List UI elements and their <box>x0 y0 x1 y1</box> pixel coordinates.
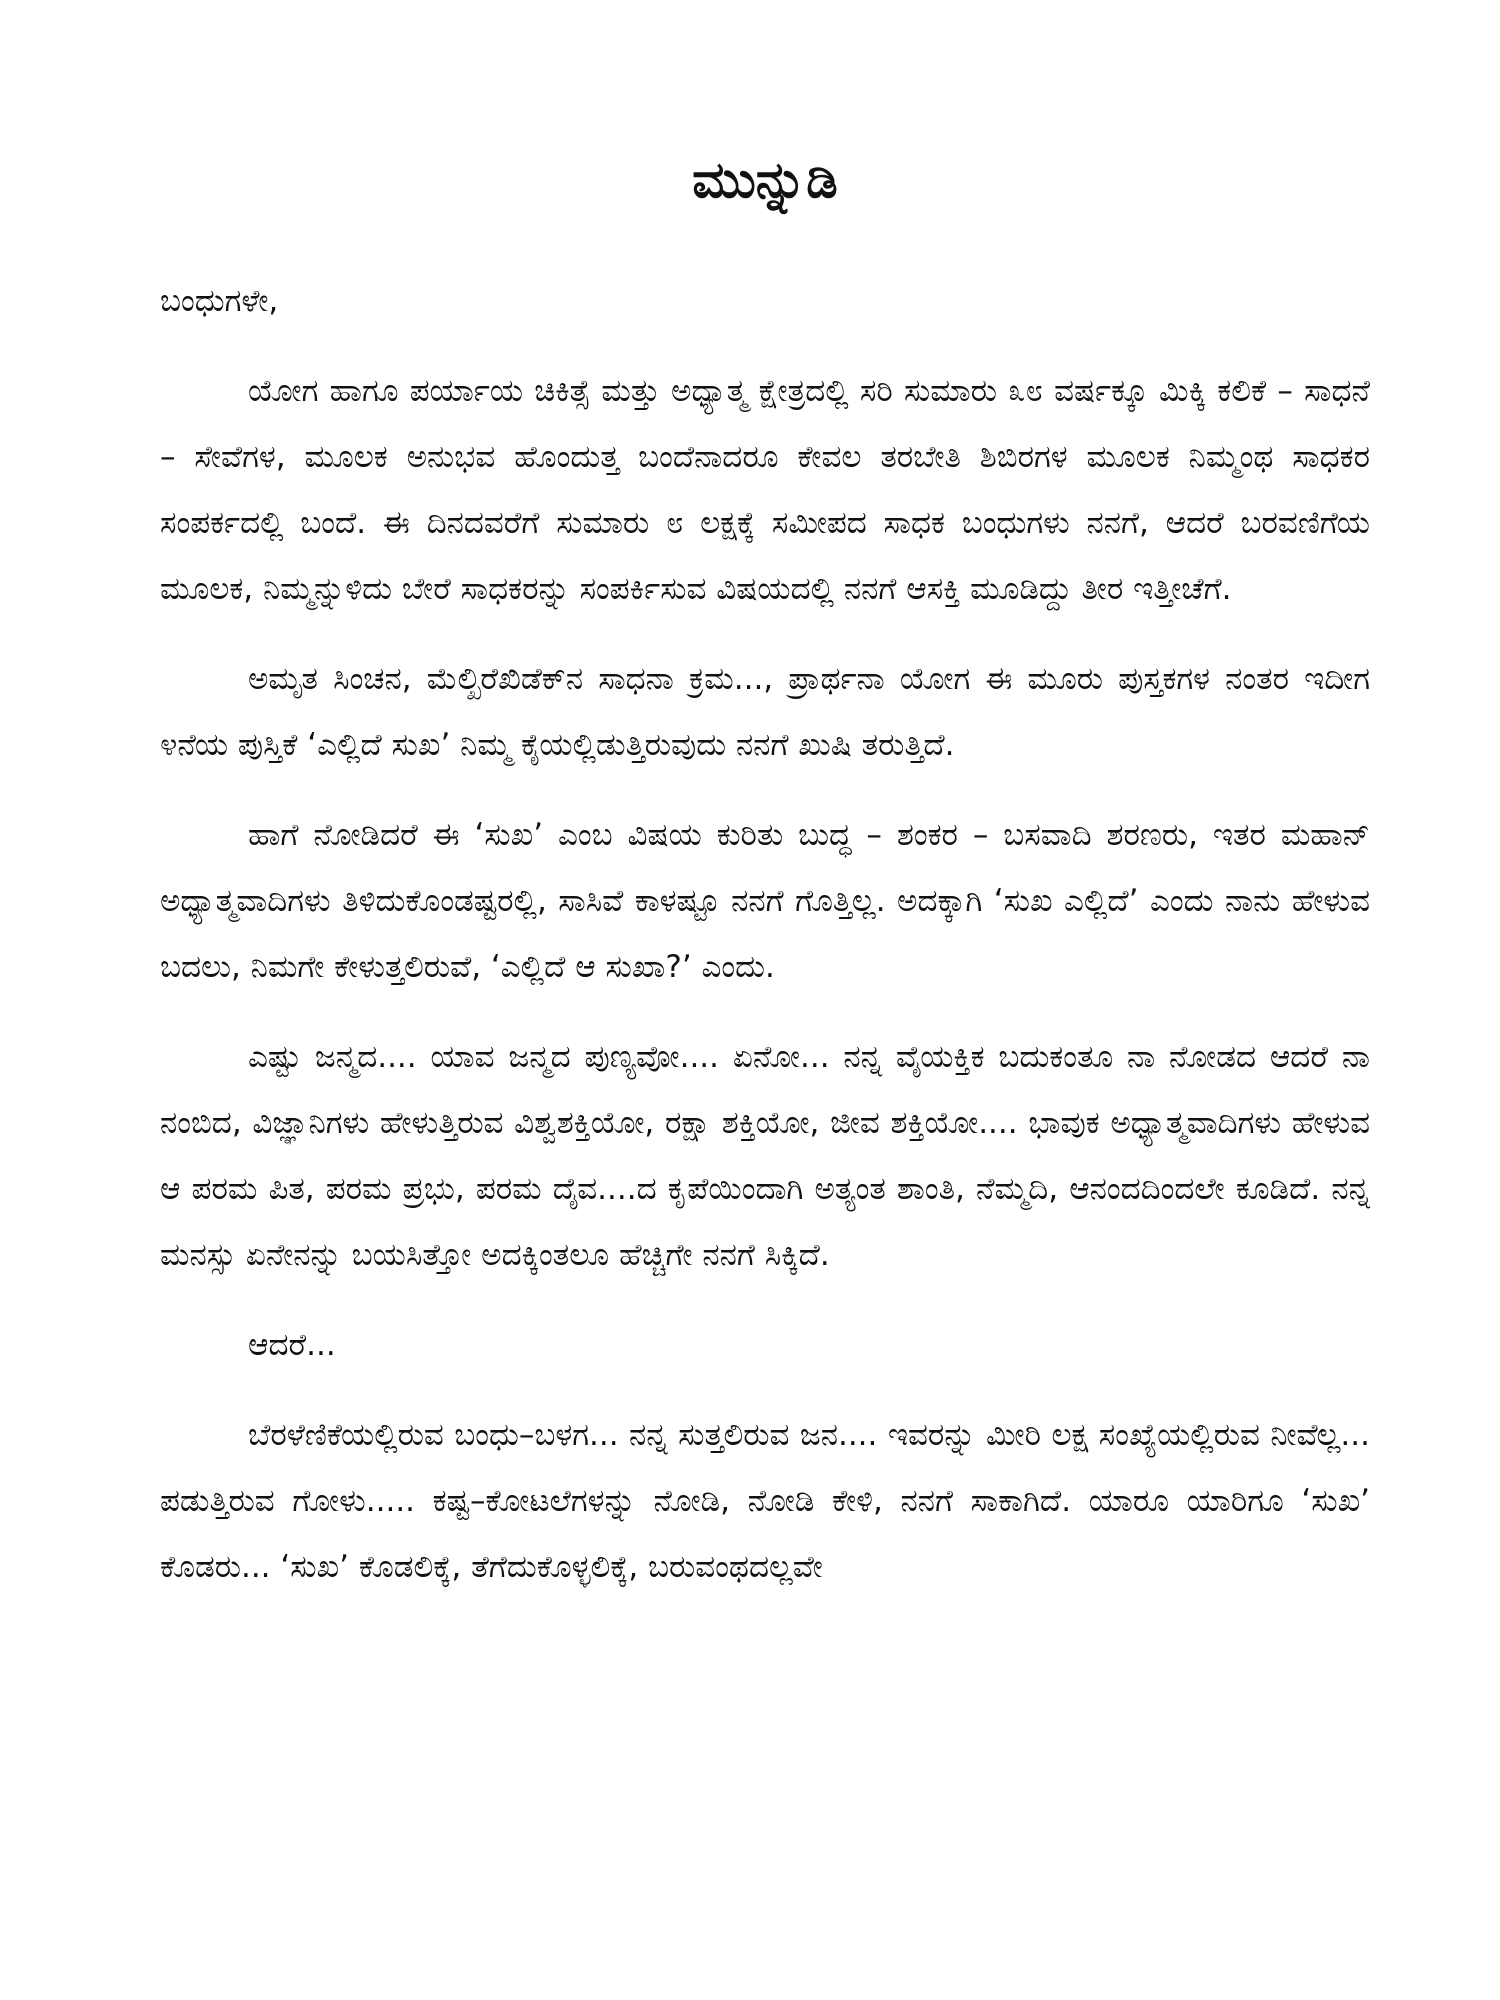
paragraph-3: ಹಾಗೆ ನೋಡಿದರೆ ಈ ‘ಸುಖ’ ಎಂಬ ವಿಷಯ ಕುರಿತು ಬುದ್ಧ – ಶಂಕರ – ಬಸವಾದಿ ಶರಣರು, ಇತರ ಮಹಾನ್ ಅಧ್ಯಾತ್ಮವಾದಿಗಳು ತಿಳಿದುಕೊಂಡಷ್ಟರಲ್ಲಿ, ಸಾಸಿವೆ ಕಾಳಷ್ಟೂ ನನಗೆ ಗೊತ್ತಿಲ್ಲ. ಅದಕ್ಕಾಗಿ ‘ಸುಖ ಎಲ್ಲಿದೆ’ ಎಂದು ನಾನು ಹೇಳುವ ಬದಲು, ನಿಮಗೇ ಕೇಳುತ್ತಲಿರುವೆ, ‘ಎಲ್ಲಿದೆ ಆ ಸುಖಾ?’ ಎಂದು. <box>160 817 1370 985</box>
paragraph-5: ಆದರೆ... <box>248 1327 336 1363</box>
page-title: ಮುನ್ನುಡಿ <box>692 151 838 209</box>
salutation: ಬಂಧುಗಳೇ, <box>160 283 279 319</box>
paragraph-4: ಎಷ್ಟು ಜನ್ಮದ.... ಯಾವ ಜನ್ಮದ ಪುಣ್ಯವೋ.... ಏನೋ... ನನ್ನ ವೈಯಕ್ತಿಕ ಬದುಕಂತೂ ನಾ ನೋಡದ ಆದರೆ ನಾ ನಂಬಿದ, ವಿಜ್ಞಾನಿಗಳು ಹೇಳುತ್ತಿರುವ ವಿಶ್ವಶಕ್ತಿಯೋ, ರಕ್ಷಾ ಶಕ್ತಿಯೋ, ಜೀವ ಶಕ್ತಿಯೋ.... ಭಾವುಕ ಅಧ್ಯಾತ್ಮವಾದಿಗಳು ಹೇಳುವ ಆ ಪರಮ ಪಿತ, ಪರಮ ಪ್ರಭು, ಪರಮ ದೈವ....ದ ಕೃಪೆಯಿಂದಾಗಿ ಅತ್ಯಂತ ಶಾಂತಿ, ನೆಮ್ಮದಿ, ಆನಂದದಿಂದಲೇ ಕೂಡಿದೆ. ನನ್ನ ಮನಸ್ಸು ಏನೇನನ್ನು ಬಯಸಿತ್ತೋ ಅದಕ್ಕಿಂತಲೂ ಹೆಚ್ಚಿಗೇ ನನಗೆ ಸಿಕ್ಕಿದೆ. <box>160 1039 1370 1273</box>
paragraph-1: ಯೋಗ ಹಾಗೂ ಪರ್ಯಾಯ ಚಿಕಿತ್ಸೆ ಮತ್ತು ಅಧ್ಯಾತ್ಮ ಕ್ಷೇತ್ರದಲ್ಲಿ ಸರಿ ಸುಮಾರು ೩೮ ವರ್ಷಕ್ಕೂ ಮಿಕ್ಕಿ ಕಲಿಕೆ – ಸಾಧನೆ – ಸೇವೆಗಳ, ಮೂಲಕ ಅನುಭವ ಹೊಂದುತ್ತ ಬಂದೆನಾದರೂ ಕೇವಲ ತರಬೇತಿ ಶಿಬಿರಗಳ ಮೂಲಕ ನಿಮ್ಮಂಥ ಸಾಧಕರ ಸಂಪರ್ಕದಲ್ಲಿ ಬಂದೆ. ಈ ದಿನದವರೆಗೆ ಸುಮಾರು ೮ ಲಕ್ಷಕ್ಕೆ ಸಮೀಪದ ಸಾಧಕ ಬಂಧುಗಳು ನನಗೆ, ಆದರೆ ಬರವಣಿಗೆಯ ಮೂಲಕ, ನಿಮ್ಮನ್ನುಳಿದು ಬೇರೆ ಸಾಧಕರನ್ನು ಸಂಪರ್ಕಿಸುವ ವಿಷಯದಲ್ಲಿ ನನಗೆ ಆಸಕ್ತಿ ಮೂಡಿದ್ದು ತೀರ ಇತ್ತೀಚೆಗೆ. <box>160 373 1370 607</box>
paragraph-2: ಅಮೃತ ಸಿಂಚನ, ಮೆಲ್ಖಿರೆಖಿಡೆಕ್‌ನ ಸಾಧನಾ ಕ್ರಮ..., ಪ್ರಾರ್ಥನಾ ಯೋಗ ಈ ಮೂರು ಪುಸ್ತಕಗಳ ನಂತರ ಇದೀಗ ೪ನೆಯ ಪುಸ್ತಿಕೆ ‘ಎಲ್ಲಿದೆ ಸುಖ’ ನಿಮ್ಮ ಕೈಯಲ್ಲಿಡುತ್ತಿರುವುದು ನನಗೆ ಖುಷಿ ತರುತ್ತಿದೆ. <box>160 661 1370 763</box>
paragraph-6: ಬೆರಳೆಣಿಕೆಯಲ್ಲಿರುವ ಬಂಧು–ಬಳಗ... ನನ್ನ ಸುತ್ತಲಿರುವ ಜನ.... ಇವರನ್ನು ಮೀರಿ ಲಕ್ಷ ಸಂಖ್ಯೆಯಲ್ಲಿರುವ ನೀವೆಲ್ಲ... ಪಡುತ್ತಿರುವ ಗೋಳು..... ಕಷ್ಟ–ಕೋಟಲೆಗಳನ್ನು ನೋಡಿ, ನೋಡಿ ಕೇಳಿ, ನನಗೆ ಸಾಕಾಗಿದೆ. ಯಾರೂ ಯಾರಿಗೂ ‘ಸುಖ’ ಕೊಡರು... ‘ಸುಖ’ ಕೊಡಲಿಕ್ಕೆ, ತೆಗೆದುಕೊಳ್ಳಲಿಕ್ಕೆ, ಬರುವಂಥದಲ್ಲವೇ <box>160 1417 1370 1585</box>
